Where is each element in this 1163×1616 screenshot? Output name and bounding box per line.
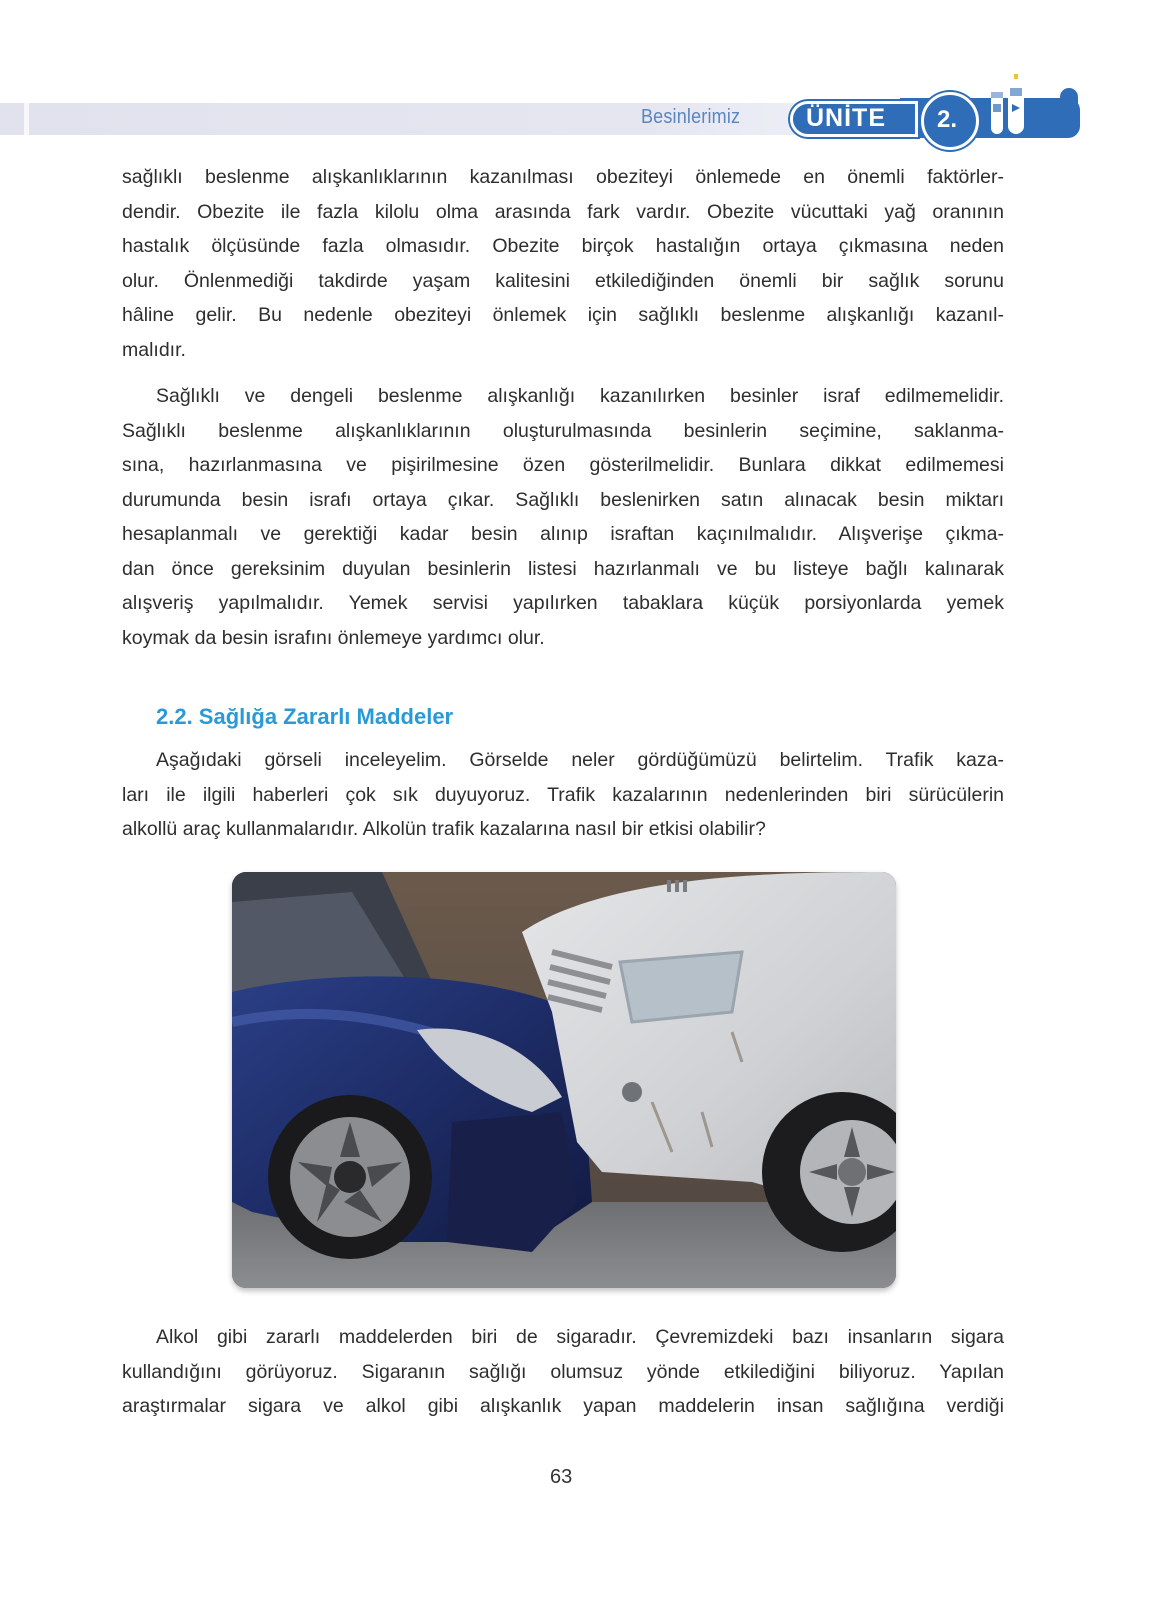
unit-ribbon-curl — [1060, 88, 1078, 114]
header-divider — [24, 103, 29, 135]
text-line: Aşağıdaki görseli inceleyelim. Görselde neler gördüğümüzü belirtelim. Trafik kaza- — [156, 749, 1004, 771]
paragraph-obesity — [122, 160, 1004, 367]
text-line: dan önce gereksinim duyulan besinlerin listesi hazırlanmalı ve bu listeye bağlı kalınarak — [122, 557, 1004, 580]
text-line: koymak da besin israfını önlemeye yardımcı olur. — [122, 626, 545, 649]
text-line: araştırmalar sigara ve alkol gibi alışkanlık yapan maddelerin insan sağlığına verdiği — [122, 1395, 1004, 1417]
text-line: hâline gelir. Bu nedenle obeziteyi önlemek için sağlıklı beslenme alışkanlığı kazanıl- — [122, 304, 1004, 326]
text-line: alkollü araç kullanmalarıdır. Alkolün trafik kazalarına nasıl bir etkisi olabilir? — [122, 818, 766, 840]
page-number: 63 — [550, 1466, 573, 1488]
text-line: olur. Önlenmediği takdirde yaşam kalitesini etkilediğinden önemli bir sağlık sorunu — [122, 269, 1004, 292]
paragraph-section-intro — [122, 743, 1004, 847]
text-line: durumunda besin israfı ortaya çıkar. Sağlıklı beslenirken satın alınacak besin miktarı — [122, 488, 1004, 511]
text-line: sına, hazırlanmasına ve pişirilmesine özen gösterilmelidir. Bunlara dikkat edilmemesi — [122, 454, 1004, 476]
text-line: dendir. Obezite ile fazla kilolu olma arasında fark vardır. Obezite vücuttaki yağ oranının — [122, 200, 1004, 223]
car-accident-photo — [232, 872, 896, 1288]
unit-label: ÜNİTE — [806, 104, 886, 132]
text-line: Sağlıklı ve dengeli beslenme alışkanlığı kazanılırken besinler israf edilmemelidir. — [156, 385, 1004, 407]
text-line: ları ile ilgili haberleri çok sık duyuyoruz. Trafik kazalarının nedenlerinden biri sürücülerin — [122, 783, 1004, 806]
text-line: Alkol gibi zararlı maddelerden biri de sigaradır. Çevremizdeki bazı insanların sigara — [156, 1326, 1004, 1348]
unit-title: Besinlerimiz — [641, 106, 741, 128]
test-tubes-icon — [988, 74, 1030, 138]
text-line: Sağlıklı beslenme alışkanlıklarının oluşturulmasında besinlerin seçimine, saklanma- — [122, 419, 1004, 442]
car-accident-illustration — [232, 872, 896, 1288]
unit-number: 2. — [937, 106, 958, 133]
paragraph-smoking — [122, 1320, 1004, 1424]
text-line: sağlıklı beslenme alışkanlıklarının kazanılması obeziteyi önlemede en önemli faktörler- — [122, 166, 1004, 188]
text-line: malıdır. — [122, 338, 186, 361]
text-line: hesaplanmalı ve gerektiği kadar besin alınıp israftan kaçınılmalıdır. Alışverişe çıkma- — [122, 523, 1004, 545]
paragraph-food-waste — [122, 379, 1004, 655]
text-line: hastalık ölçüsünde fazla olmasıdır. Obezite birçok hastalığın ortaya çıkmasına neden — [122, 235, 1004, 257]
section-title: 2.2. Sağlığa Zararlı Maddeler — [156, 704, 454, 729]
text-line: alışveriş yapılmalıdır. Yemek servisi yapılırken tabaklara küçük porsiyonlarda yemek — [122, 592, 1004, 614]
text-line: kullandığını görüyoruz. Sigaranın sağlığı olumsuz yönde etkilediğini biliyoruz. Yapılan — [122, 1360, 1004, 1383]
